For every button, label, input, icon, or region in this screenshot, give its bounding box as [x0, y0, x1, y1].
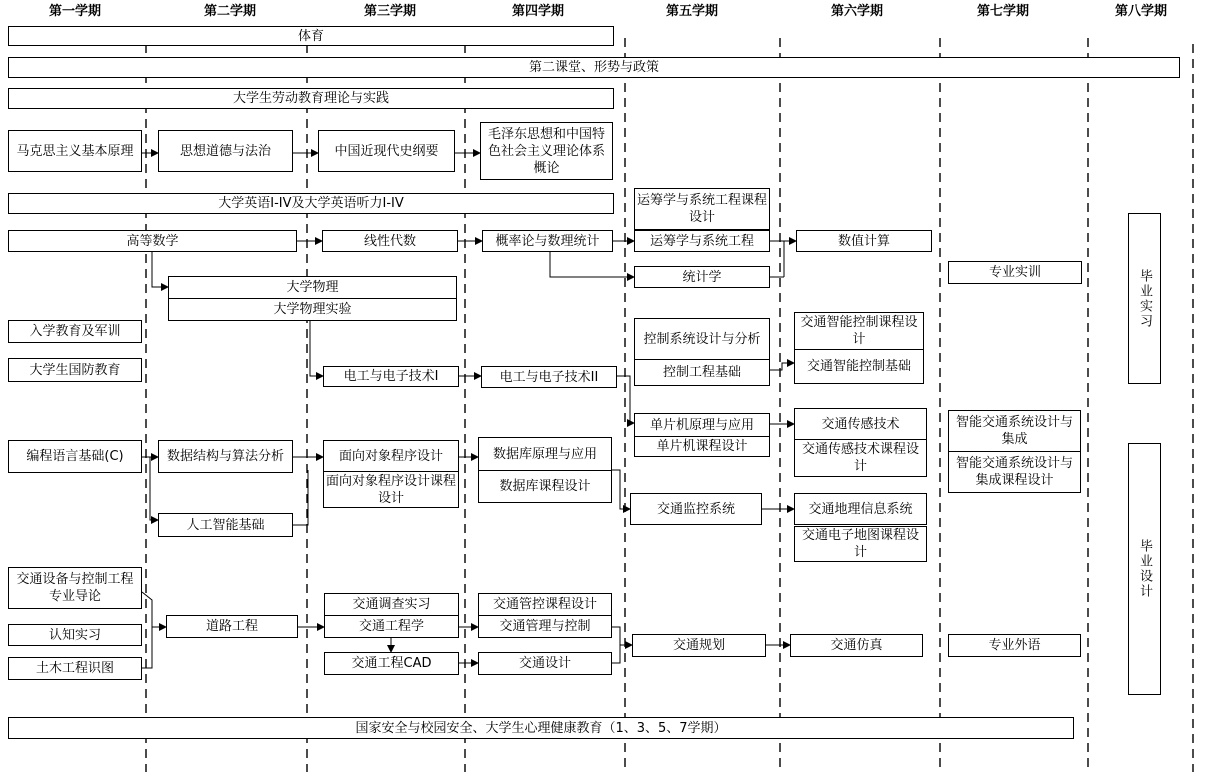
course-traffic-cad: 交通工程CAD	[324, 652, 459, 675]
semester-header-1: 第一学期	[48, 4, 101, 19]
course-defense: 大学生国防教育	[8, 358, 142, 382]
course-road: 道路工程	[166, 615, 298, 638]
semester-header-2: 第二学期	[203, 4, 256, 19]
course-probability: 概率论与数理统计	[482, 230, 613, 252]
course-itc: 交通智能控制基础	[794, 349, 924, 384]
course-traffic-eng: 交通工程学	[324, 615, 459, 638]
course-simulation: 交通仿真	[790, 634, 923, 657]
course-data-structures: 数据结构与算法分析	[158, 440, 293, 473]
course-or: 运筹学与系统工程	[634, 230, 770, 252]
semester-header-8: 第八学期	[1114, 4, 1167, 19]
course-physics-lab: 大学物理实验	[168, 298, 457, 321]
course-control-design: 控制系统设计与分析	[634, 318, 770, 360]
course-ai: 人工智能基础	[158, 513, 293, 537]
course-english-professional: 专业外语	[948, 634, 1081, 657]
course-security: 国家安全与校园安全、大学生心理健康教育（1、3、5、7学期）	[8, 717, 1074, 739]
semester-header-3: 第三学期	[363, 4, 416, 19]
course-marxism: 马克思主义基本原理	[8, 130, 142, 172]
course-second-class: 第二课堂、形势与政策	[8, 57, 1180, 78]
course-physics: 大学物理	[168, 276, 457, 299]
course-mao: 毛泽东思想和中国特色社会主义理论体系概论	[480, 122, 613, 180]
course-survey-practice: 交通调查实习	[324, 593, 459, 616]
course-statistics: 统计学	[634, 266, 770, 288]
course-mcu: 单片机原理与应用	[634, 413, 770, 437]
course-orientation: 入学教育及军训	[8, 320, 142, 343]
course-monitoring: 交通监控系统	[630, 493, 762, 525]
course-internship: 毕业实习	[1128, 213, 1161, 384]
course-oop-design: 面向对象程序设计课程设计	[323, 471, 459, 508]
course-cognition: 认知实习	[8, 624, 142, 646]
course-calculus: 高等数学	[8, 230, 297, 252]
course-linear-algebra: 线性代数	[322, 230, 458, 252]
course-emap-design: 交通电子地图课程设计	[794, 526, 927, 562]
course-professional-training: 专业实训	[948, 261, 1082, 284]
course-modern-history: 中国近现代史纲要	[318, 130, 455, 172]
course-morality: 思想道德与法治	[158, 130, 293, 172]
semester-header-4: 第四学期	[511, 4, 564, 19]
course-traffic-design: 交通设计	[478, 652, 612, 675]
course-database: 数据库原理与应用	[478, 437, 612, 471]
course-electrical-2: 电工与电子技术II	[481, 366, 617, 388]
course-electrical-1: 电工与电子技术I	[323, 366, 459, 387]
course-control-eng: 控制工程基础	[634, 359, 770, 386]
course-itc-design: 交通智能控制课程设计	[794, 312, 924, 350]
course-labor: 大学生劳动教育理论与实践	[8, 88, 614, 109]
course-pe: 体育	[8, 26, 614, 46]
course-management-design: 交通管控课程设计	[478, 593, 612, 616]
course-oop: 面向对象程序设计	[323, 440, 459, 472]
course-mcu-design: 单片机课程设计	[634, 436, 770, 457]
course-english: 大学英语I-IV及大学英语听力I-IV	[8, 193, 614, 214]
course-gis: 交通地理信息系统	[794, 493, 927, 525]
course-programming: 编程语言基础(C)	[8, 440, 142, 473]
course-civil-drawing: 土木工程识图	[8, 657, 142, 680]
semester-header-7: 第七学期	[976, 4, 1029, 19]
course-intro: 交通设备与控制工程专业导论	[8, 567, 142, 609]
semester-dividers	[146, 38, 1193, 772]
semester-header-5: 第五学期	[665, 4, 718, 19]
semester-header-6: 第六学期	[830, 4, 883, 19]
course-or-design: 运筹学与系统工程课程设计	[634, 188, 770, 230]
course-its-course-design: 智能交通系统设计与集成课程设计	[948, 451, 1081, 493]
course-management: 交通管理与控制	[478, 615, 612, 638]
course-numerical: 数值计算	[796, 230, 932, 252]
course-its-design: 智能交通系统设计与集成	[948, 410, 1081, 452]
course-sensing: 交通传感技术	[794, 408, 927, 440]
course-sensing-design: 交通传感技术课程设计	[794, 439, 927, 477]
course-thesis: 毕业设计	[1128, 443, 1161, 695]
course-database-design: 数据库课程设计	[478, 470, 612, 503]
course-planning: 交通规划	[632, 634, 766, 657]
